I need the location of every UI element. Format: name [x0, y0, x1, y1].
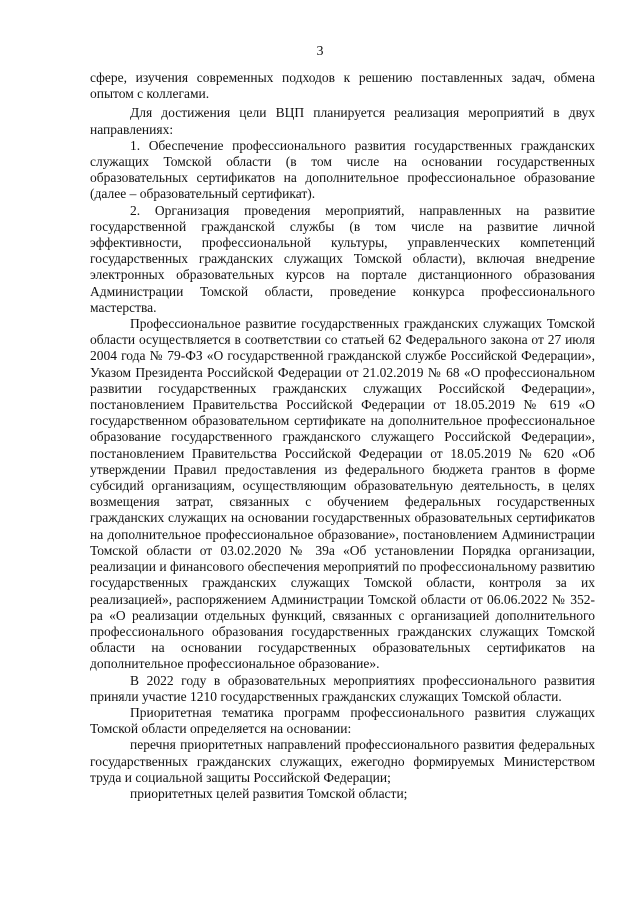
paragraph-goal: Для достижения цели ВЦП планируется реализация мероприятий в двух направлениях: [90, 105, 595, 137]
paragraph-direction-1: 1. Обеспечение профессионального развития государственных гражданских служащих Томской области (в том числе на основании государственных образовательных сертификатов на дополнительное профессиональное образование (далее – образовательный сертификат). [90, 137, 595, 202]
paragraph-direction-2: 2. Организация проведения мероприятий, направленных на развитие государственной гражданской службы (в том числе на развитие личной эффективности, профессиональной культуры, управленческих компетенций государственных гражданских служащих Томской области), включая внедрение электронных образовательных курсов на портале дистанционного образования Администрации Томской области, проведение конкурса профессионального мастерства. [90, 202, 595, 315]
list-item-federal-priorities: перечня приоритетных направлений профессионального развития федеральных государственных гражданских служащих, ежегодно формируемых Министерством труда и социальной защиты Российской Федерации; [90, 737, 595, 785]
paragraph-legal-basis: Профессиональное развитие государственных гражданских служащих Томской области осуществляется в соответствии со статьей 62 Федерального закона от 27 июля 2004 года № 79-ФЗ «О государственной гражданской службе Российской Федерации», Указом Президента Российской Федерации от 21.02.2019 № 68 «О профессиональном развитии государственных гражданских служащих Российской Федерации», постановлением Правительства Российской Федерации от 18.05.2019 № 619 «О государственном образовательном сертификате на дополнительное профессиональное образование государственного гражданского служащего Российской Федерации», постановлением Правительства Российской Федерации от 18.05.2019 № 620 «Об утверждении Правил предоставления из федерального бюджета грантов в форме субсидий организациям, осуществляющим образовательную деятельность, в целях возмещения затрат, связанных с обучением федеральных государственных гражданских служащих на основании государственных образовательных сертификатов на дополнительное профессиональное образование», постановлением Администрации Томской области от 03.02.2020 № 39а «Об установлении Порядка организации, реализации и финансового обеспечения мероприятий по профессиональному развитию государственных гражданских служащих Томской области, контроля за их реализацией», распоряжением Администрации Томской области от 06.06.2022 № 352-ра «О реализации отдельных функций, связанных с организацией дополнительного профессионального образования государственных гражданских служащих Томской области на основании государственных образовательных сертификатов на дополнительное профессиональное образование». [90, 316, 595, 672]
paragraph-priority-topics: Приоритетная тематика программ профессионального развития служащих Томской области определяется на основании: [90, 704, 595, 737]
document-body [90, 70, 595, 802]
paragraph-participants-2022: В 2022 году в образовательных мероприятиях профессионального развития приняли участие 1210 государственных гражданских служащих Томской области. [90, 672, 595, 704]
page-number: 3 [316, 44, 324, 59]
paragraph-continuation: сфере, изучения современных подходов к решению поставленных задач, обмена опытом с коллегами. [90, 70, 595, 102]
list-item-regional-goals: приоритетных целей развития Томской области; [130, 785, 408, 801]
